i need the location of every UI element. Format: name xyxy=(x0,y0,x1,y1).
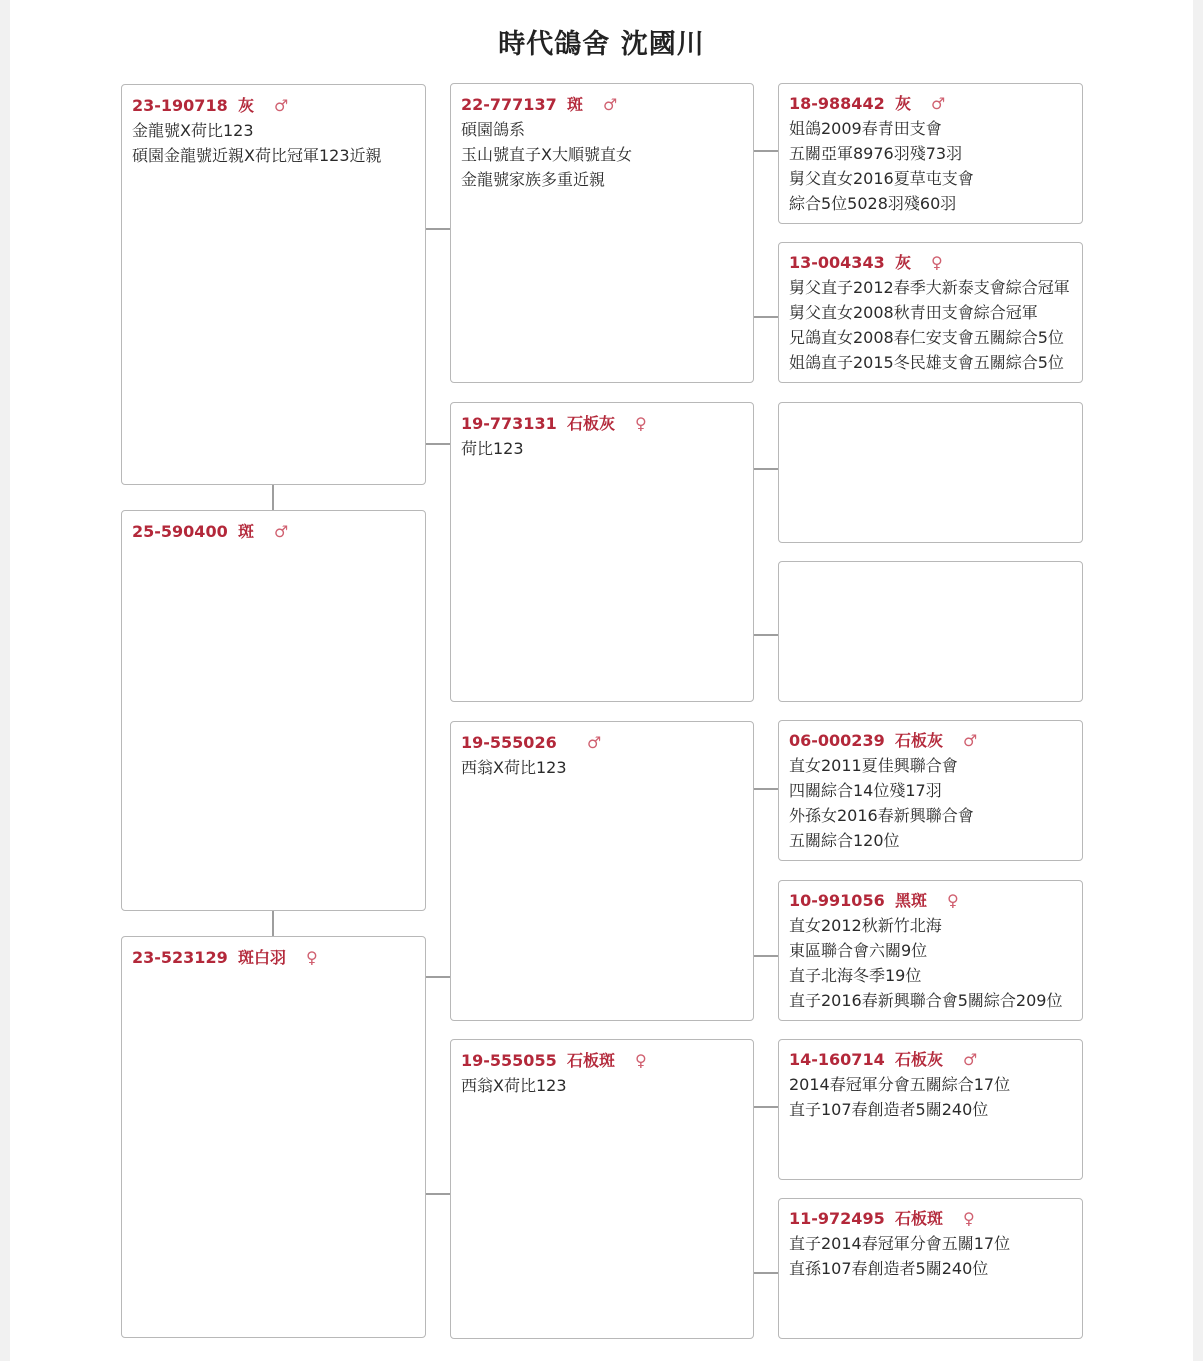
feather-color: 石板斑 xyxy=(567,1051,616,1070)
ring-number: 19-555026 xyxy=(461,733,557,752)
note-line: 直子2014春冠軍分會五關17位 xyxy=(789,1234,1011,1253)
pigeon-card-sibling[interactable] xyxy=(121,510,426,911)
ring-number: 19-773131 xyxy=(461,414,557,433)
pigeon-card-dam2-dam[interactable] xyxy=(778,1198,1083,1339)
note-line: 荷比123 xyxy=(461,439,524,458)
connector xyxy=(425,1193,450,1195)
note-line: 兄鴿直女2008春仁安支會五關綜合5位 xyxy=(789,328,1064,347)
ring-number: 13-004343 xyxy=(789,253,885,272)
connector xyxy=(425,976,450,978)
pigeon-card-empty[interactable] xyxy=(778,402,1083,543)
note-line: 直子2016春新興聯合會5關綜合209位 xyxy=(789,991,1063,1010)
connector xyxy=(425,443,450,445)
pigeon-card-sire[interactable] xyxy=(450,83,754,383)
pigeon-card-sire2[interactable] xyxy=(450,721,754,1021)
note-line: 碩園金龍號近親X荷比冠軍123近親 xyxy=(132,146,382,165)
note-line: 直子107春創造者5關240位 xyxy=(789,1100,989,1119)
ring-number: 10-991056 xyxy=(789,891,885,910)
male-icon: ♂ xyxy=(963,731,978,750)
feather-color: 石板灰 xyxy=(895,1050,944,1069)
pigeon-card-sire2-sire[interactable] xyxy=(778,720,1083,861)
female-icon: ♀ xyxy=(963,1209,975,1228)
feather-color: 灰 xyxy=(895,253,912,272)
ring-number: 11-972495 xyxy=(789,1209,885,1228)
connector xyxy=(753,634,778,636)
feather-color: 灰 xyxy=(895,94,912,113)
feather-color: 灰 xyxy=(238,96,255,115)
page-title: 時代鴿舍 沈國川 xyxy=(498,29,705,60)
note-line: 2014春冠軍分會五關綜合17位 xyxy=(789,1075,1011,1094)
connector xyxy=(753,788,778,790)
note-line: 東區聯合會六關9位 xyxy=(789,941,928,960)
connector xyxy=(753,1272,778,1274)
page-edge-right xyxy=(1193,0,1203,1361)
male-icon: ♂ xyxy=(274,522,289,541)
ring-number: 22-777137 xyxy=(461,95,557,114)
connector xyxy=(753,468,778,470)
connector xyxy=(272,485,274,510)
note-line: 西翁X荷比123 xyxy=(461,1076,567,1095)
note-line: 直子北海冬季19位 xyxy=(789,966,922,985)
connector xyxy=(753,150,778,152)
connector xyxy=(425,228,450,230)
pigeon-card-subject[interactable] xyxy=(121,84,426,485)
pigeon-card-sire2-dam[interactable] xyxy=(778,880,1083,1021)
connector xyxy=(753,1106,778,1108)
ring-number: 06-000239 xyxy=(789,731,885,750)
note-line: 碩園鴿系 xyxy=(461,120,526,139)
note-line: 金龍號X荷比123 xyxy=(132,121,254,140)
note-line: 舅父直子2012春季大新泰支會綜合冠軍 xyxy=(789,278,1070,297)
female-icon: ♀ xyxy=(635,414,647,433)
feather-color: 斑 xyxy=(567,95,584,114)
feather-color: 石板灰 xyxy=(895,731,944,750)
ring-number: 18-988442 xyxy=(789,94,885,113)
note-line: 五關綜合120位 xyxy=(789,831,900,850)
ring-number: 23-523129 xyxy=(132,948,228,967)
ring-number: 19-555055 xyxy=(461,1051,557,1070)
connector xyxy=(753,316,778,318)
connector xyxy=(272,911,274,936)
pigeon-card-dam2-sire[interactable] xyxy=(778,1039,1083,1180)
pigeon-card-dam-main[interactable] xyxy=(121,936,426,1338)
male-icon: ♂ xyxy=(274,96,289,115)
female-icon: ♀ xyxy=(635,1051,647,1070)
ring-number: 23-190718 xyxy=(132,96,228,115)
connector xyxy=(753,955,778,957)
pigeon-card-sire-dam[interactable] xyxy=(778,242,1083,383)
female-icon: ♀ xyxy=(947,891,959,910)
female-icon: ♀ xyxy=(931,253,943,272)
note-line: 直孫107春創造者5關240位 xyxy=(789,1259,989,1278)
note-line: 綜合5位5028羽殘60羽 xyxy=(789,194,957,213)
note-line: 玉山號直子X大順號直女 xyxy=(461,145,632,164)
note-line: 舅父直女2008秋青田支會綜合冠軍 xyxy=(789,303,1038,322)
pigeon-card-sire-sire[interactable] xyxy=(778,83,1083,224)
feather-color: 斑 xyxy=(238,522,255,541)
page-edge-left xyxy=(0,0,10,1361)
note-line: 姐鴿直子2015冬民雄支會五關綜合5位 xyxy=(789,353,1064,372)
note-line: 金龍號家族多重近親 xyxy=(461,170,606,189)
note-line: 舅父直女2016夏草屯支會 xyxy=(789,169,974,188)
note-line: 西翁X荷比123 xyxy=(461,758,567,777)
note-line: 直女2012秋新竹北海 xyxy=(789,916,942,935)
pigeon-card-dam[interactable] xyxy=(450,402,754,702)
pigeon-card-empty[interactable] xyxy=(778,561,1083,702)
ring-number: 14-160714 xyxy=(789,1050,885,1069)
male-icon: ♂ xyxy=(931,94,946,113)
note-line: 四關綜合14位殘17羽 xyxy=(789,781,942,800)
feather-color: 石板灰 xyxy=(567,414,616,433)
pigeon-card-dam2[interactable] xyxy=(450,1039,754,1339)
note-line: 五關亞軍8976羽殘73羽 xyxy=(789,144,963,163)
feather-color: 黑斑 xyxy=(895,891,928,910)
male-icon: ♂ xyxy=(587,733,602,752)
note-line: 姐鴿2009春青田支會 xyxy=(789,119,942,138)
note-line: 直女2011夏佳興聯合會 xyxy=(789,756,958,775)
ring-number: 25-590400 xyxy=(132,522,228,541)
feather-color: 斑白羽 xyxy=(238,948,287,967)
male-icon: ♂ xyxy=(603,95,618,114)
feather-color: 石板斑 xyxy=(895,1209,944,1228)
note-line: 外孫女2016春新興聯合會 xyxy=(789,806,974,825)
female-icon: ♀ xyxy=(306,948,318,967)
male-icon: ♂ xyxy=(963,1050,978,1069)
